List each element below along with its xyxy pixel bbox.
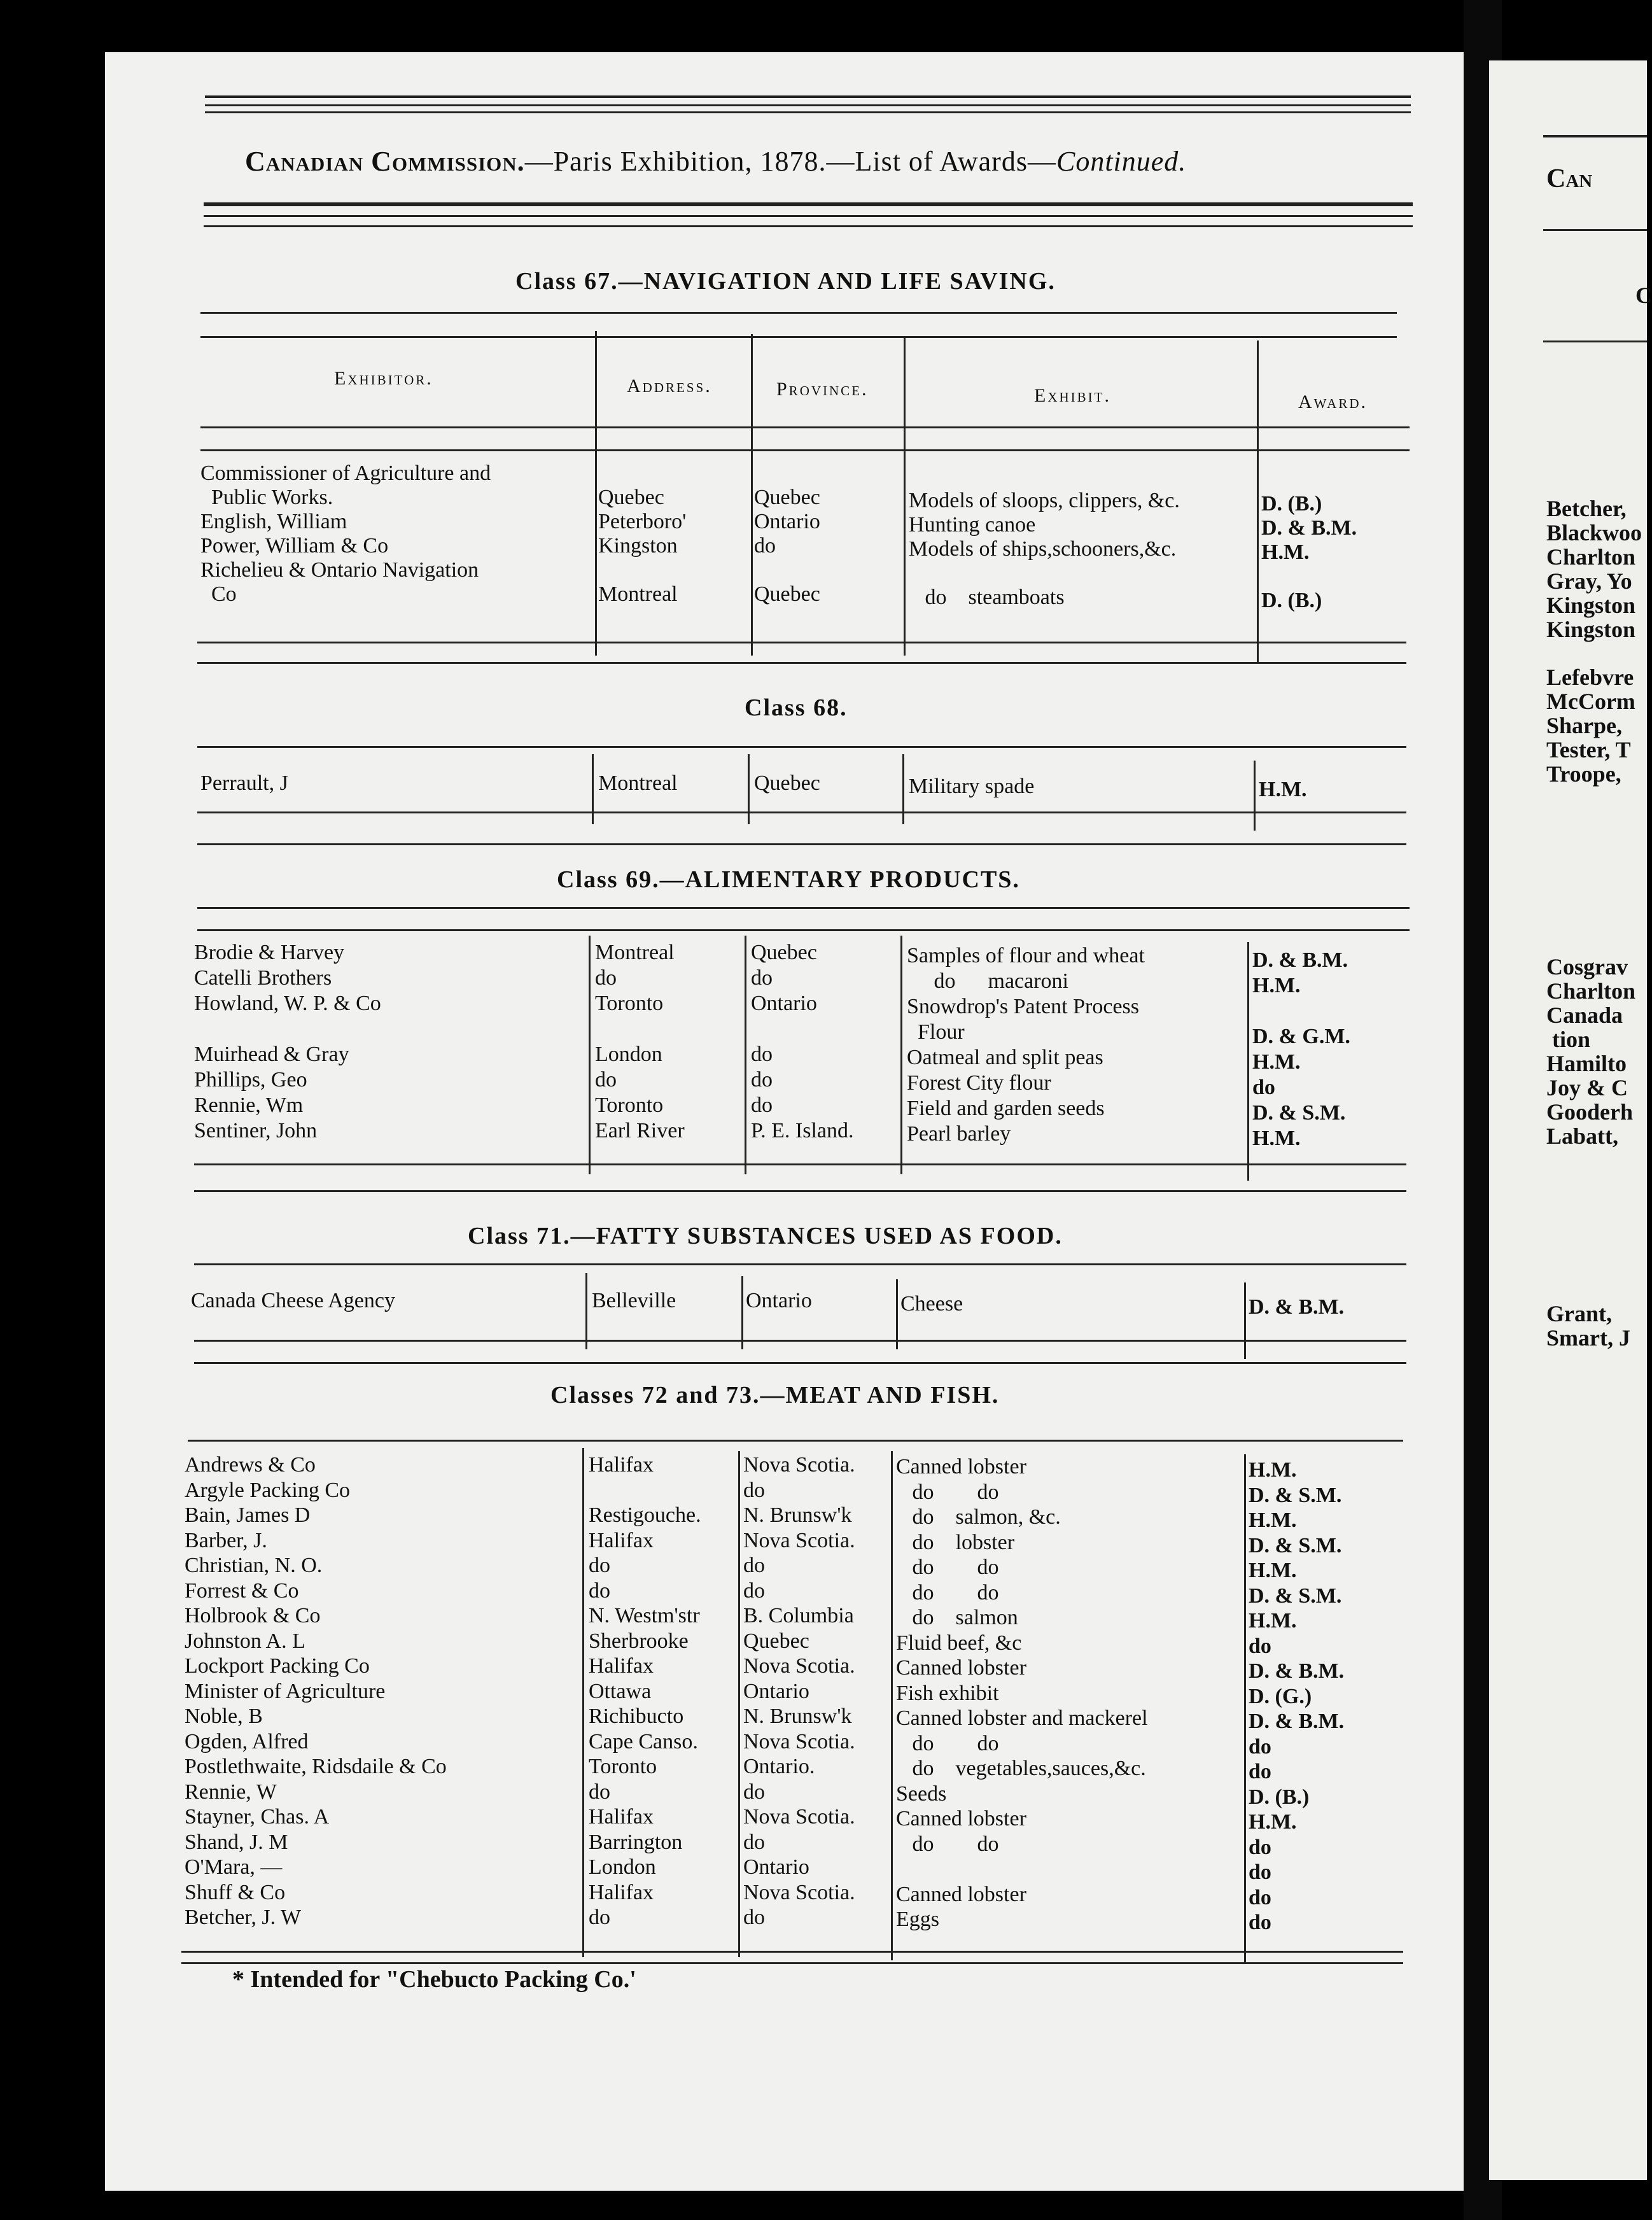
- cell-exhibitor: Canada Cheese Agency: [191, 1289, 395, 1312]
- next-page-item: Joy & C: [1546, 1075, 1628, 1100]
- header-dash-1: —: [524, 146, 554, 177]
- cell-award: D. & B.M.: [1249, 1659, 1345, 1683]
- c68-vline-2: [748, 754, 750, 824]
- cell-exhibitor: Brodie & Harvey: [194, 941, 345, 964]
- cell-exhibit: do macaroni: [907, 969, 1068, 993]
- cell-province: Nova Scotia.: [743, 1453, 855, 1477]
- cell-address: Richibucto: [589, 1704, 684, 1728]
- cell-exhibit: Canned lobster: [896, 1807, 1026, 1830]
- cell-award: H.M.: [1249, 1458, 1297, 1482]
- class-68-rule: [197, 746, 1406, 748]
- c71-vline-2: [741, 1276, 743, 1349]
- cell-province: Ontario: [743, 1679, 809, 1703]
- cell-exhibitor: Forrest & Co: [185, 1578, 299, 1603]
- cell-province: Nova Scotia.: [743, 1805, 855, 1829]
- cell-award: H.M.: [1249, 1508, 1297, 1532]
- cell-exhibitor: Postlethwaite, Ridsdaile & Co: [185, 1755, 447, 1778]
- next-page-item: Cosgrav: [1546, 954, 1628, 980]
- cell-address: Halifax: [589, 1528, 654, 1552]
- cell-exhibit: Cheese: [900, 1292, 963, 1316]
- cell-exhibit: do lobster: [896, 1530, 1015, 1554]
- cell-address: do: [589, 1578, 610, 1603]
- cell-exhibitor: Rennie, Wm: [194, 1093, 304, 1117]
- next-page-item: Blackwoo: [1546, 520, 1642, 545]
- cell-address: Earl River: [595, 1119, 685, 1142]
- next-page-item: Charlton: [1546, 544, 1636, 570]
- class-69-title: Class 69.—ALIMENTARY PRODUCTS.: [557, 866, 1020, 893]
- cell-address: Halifax: [589, 1805, 654, 1829]
- cell-exhibit: do do: [896, 1556, 999, 1579]
- cell-award: D. & S.M.: [1249, 1533, 1342, 1557]
- cell-exhibit: do vegetables,sauces,&c.: [896, 1757, 1146, 1780]
- cell-exhibitor: Barber, J.: [185, 1528, 267, 1552]
- cell-exhibitor: Holbrook & Co: [185, 1604, 321, 1627]
- cell-exhibitor: Betcher, J. W: [185, 1906, 302, 1929]
- cell-award: D. (B.): [1261, 492, 1322, 516]
- next-page-item: Troope,: [1546, 761, 1621, 787]
- cell-exhibitor: Bain, James D: [185, 1503, 311, 1527]
- page-header: [245, 145, 1486, 178]
- colheader-rule-b: [200, 449, 1410, 451]
- cell-award: H.M.: [1249, 1559, 1297, 1582]
- cell-award: H.M.: [1249, 1609, 1297, 1633]
- cell-province: do: [751, 1043, 773, 1066]
- c67-vline-4: [1257, 341, 1259, 662]
- cell-province: do: [743, 1906, 765, 1929]
- cell-exhibit: Snowdrop's Patent Process: [907, 995, 1140, 1018]
- class-72-rule: [188, 1440, 1403, 1442]
- header-rule-top: [205, 95, 1411, 98]
- c68-vline-4: [1254, 761, 1256, 831]
- cell-exhibitor: English, William: [200, 510, 347, 533]
- c69-vline-2: [745, 936, 746, 1174]
- c68-vline-1: [592, 754, 594, 824]
- cell-exhibit: Canned lobster: [896, 1455, 1026, 1479]
- header-continued: Continued.: [1056, 146, 1187, 177]
- cell-exhibit: Oatmeal and split peas: [907, 1046, 1103, 1069]
- next-page-rule: [1543, 135, 1647, 137]
- cell-exhibitor: Catelli Brothers: [194, 966, 332, 990]
- cell-province: Quebec: [754, 486, 820, 509]
- next-page-item: Gray, Yo: [1546, 568, 1632, 594]
- cell-exhibitor: Christian, N. O.: [185, 1554, 323, 1577]
- class-69-end-rule2: [194, 1190, 1406, 1192]
- cell-province: Ontario: [743, 1855, 809, 1879]
- cell-address: Toronto: [595, 992, 664, 1015]
- cell-province: do: [743, 1780, 765, 1804]
- class-67-end-rule: [197, 642, 1406, 643]
- header-rule-bottom: [204, 202, 1413, 206]
- header-dash-2: —: [826, 146, 855, 177]
- cell-exhibitor: Noble, B: [185, 1704, 263, 1728]
- cell-address: do: [595, 966, 617, 990]
- cell-exhibitor: Minister of Agriculture: [185, 1679, 386, 1703]
- cell-address: do: [589, 1554, 610, 1577]
- col-province-header: Province.: [776, 379, 869, 400]
- colheader-rule: [200, 426, 1410, 428]
- cell-award: D. (G.): [1249, 1684, 1312, 1708]
- header-dash-3: —: [1027, 146, 1056, 177]
- header-list: List of Awards: [855, 146, 1028, 177]
- c67-vline-1: [595, 331, 597, 656]
- next-page-item: Smart, J: [1546, 1325, 1630, 1351]
- cell-province: N. Brunsw'k: [743, 1704, 852, 1728]
- cell-province: do: [743, 1478, 765, 1502]
- next-page-item: Kingston: [1546, 617, 1636, 642]
- cell-exhibitor: Richelieu & Ontario Navigation: [200, 558, 479, 582]
- cell-award: do: [1249, 1760, 1271, 1783]
- cell-address: Montreal: [598, 582, 678, 606]
- cell-exhibitor: Sentiner, John: [194, 1119, 318, 1142]
- cell-award: D. (B.): [1249, 1785, 1310, 1809]
- cell-exhibitor: Lockport Packing Co: [185, 1654, 370, 1678]
- cell-exhibit: Canned lobster and mackerel: [896, 1706, 1148, 1730]
- cell-address: Ottawa: [589, 1679, 652, 1703]
- cell-award: do: [1249, 1835, 1271, 1859]
- cell-exhibit: Flour: [907, 1020, 965, 1044]
- cell-exhibitor: Stayner, Chas. A: [185, 1805, 330, 1829]
- cell-exhibitor: Howland, W. P. & Co: [194, 992, 381, 1015]
- next-page-item: Grant,: [1546, 1301, 1612, 1326]
- cell-address: London: [589, 1855, 656, 1879]
- next-page-item: Sharpe,: [1546, 713, 1623, 738]
- header-rule-bottom3: [204, 225, 1413, 227]
- cell-award: do: [1249, 1734, 1271, 1759]
- header-rule-bottom2: [204, 215, 1413, 217]
- cell-exhibit: Hunting canoe: [909, 513, 1036, 537]
- cell-award: do: [1249, 1911, 1271, 1934]
- col-address-header: Address.: [627, 376, 712, 397]
- cell-award: H.M.: [1259, 778, 1307, 801]
- next-page-rule-3: [1543, 341, 1647, 342]
- cell-exhibitor: O'Mara, —: [185, 1855, 283, 1879]
- cell-address: Halifax: [589, 1880, 654, 1904]
- c68-vline-3: [902, 754, 904, 824]
- cell-exhibitor: Commissioner of Agriculture and: [200, 461, 491, 485]
- cell-award: D. & B.M.: [1261, 516, 1357, 540]
- class-69-end-rule: [194, 1163, 1406, 1165]
- next-page-item: Canada: [1546, 1002, 1623, 1028]
- cell-exhibit: Eggs: [896, 1907, 939, 1931]
- class-71-end-rule: [194, 1340, 1406, 1342]
- cell-exhibit: do salmon, &c.: [896, 1505, 1061, 1529]
- next-page-rule-2: [1543, 229, 1647, 231]
- cell-exhibit: Pearl barley: [907, 1122, 1011, 1146]
- c71-vline-4: [1244, 1282, 1246, 1359]
- cell-award: do: [1252, 1076, 1275, 1099]
- cell-exhibit: do do: [896, 1731, 999, 1755]
- cell-exhibit: do do: [896, 1580, 999, 1605]
- next-page-item: Charlton: [1546, 978, 1636, 1004]
- cell-address: Quebec: [598, 486, 664, 509]
- class-67-end-rule2: [197, 662, 1406, 664]
- cell-award: D. & S.M.: [1249, 1483, 1342, 1507]
- cell-award: D. & B.M.: [1252, 948, 1348, 972]
- header-commission: Canadian Commission.: [245, 146, 525, 177]
- cell-province: do: [743, 1554, 765, 1577]
- cell-province: Quebec: [743, 1629, 809, 1653]
- cell-award: D. & G.M.: [1252, 1025, 1350, 1048]
- cell-province: do: [751, 1093, 773, 1117]
- class-68-end-rule2: [197, 843, 1406, 845]
- cell-exhibit: do steamboats: [909, 586, 1065, 609]
- cell-address: Toronto: [595, 1093, 664, 1117]
- cell-award: D. & B.M.: [1249, 1295, 1345, 1319]
- next-page-item: Labatt,: [1546, 1123, 1619, 1149]
- class-68-title: Class 68.: [745, 694, 848, 721]
- c69-vline-1: [589, 936, 591, 1174]
- c72-vline-1: [582, 1448, 584, 1957]
- cell-exhibitor: Power, William & Co: [200, 534, 389, 558]
- cell-province: Ontario: [751, 992, 817, 1015]
- cell-province: Nova Scotia.: [743, 1528, 855, 1552]
- cell-exhibit: Models of ships,schooners,&c.: [909, 537, 1177, 561]
- class-71-title: Class 71.—FATTY SUBSTANCES USED AS FOOD.: [468, 1223, 1063, 1249]
- cell-exhibit: Models of sloops, clippers, &c.: [909, 489, 1180, 512]
- cell-address: Belleville: [592, 1289, 676, 1312]
- c71-vline-1: [585, 1273, 587, 1349]
- cell-exhibit: Military spade: [909, 775, 1035, 798]
- cell-award: do: [1249, 1634, 1271, 1658]
- c72-vline-3: [891, 1451, 893, 1960]
- cell-award: D. & B.M.: [1249, 1710, 1345, 1733]
- cell-exhibitor: Argyle Packing Co: [185, 1478, 351, 1502]
- cell-address: Sherbrooke: [589, 1629, 689, 1653]
- cell-province: Quebec: [754, 771, 820, 795]
- next-page-item: Kingston: [1546, 593, 1636, 618]
- footnote: * Intended for "Chebucto Packing Co.': [232, 1966, 636, 1993]
- cell-address: Montreal: [595, 941, 675, 964]
- cell-address: do: [595, 1068, 617, 1092]
- cell-province: do: [743, 1578, 765, 1603]
- cell-province: do: [743, 1830, 765, 1854]
- class-71-rule: [194, 1263, 1406, 1265]
- cell-address: Restigouche.: [589, 1503, 701, 1527]
- cell-province: N. Brunsw'k: [743, 1503, 852, 1527]
- cell-exhibitor: Rennie, W: [185, 1780, 277, 1804]
- cell-province: Quebec: [754, 582, 820, 606]
- cell-award: D. & S.M.: [1252, 1101, 1346, 1125]
- col-award-header: Award.: [1298, 391, 1368, 412]
- cell-award: do: [1249, 1860, 1271, 1884]
- cell-province: Nova Scotia.: [743, 1880, 855, 1904]
- cell-province: do: [754, 534, 776, 558]
- cell-exhibitor: Perrault, J: [200, 771, 288, 795]
- c72-vline-4: [1244, 1454, 1246, 1964]
- c71-vline-3: [896, 1279, 898, 1349]
- class-71-end-rule2: [194, 1362, 1406, 1364]
- header-rule-top2: [205, 104, 1411, 106]
- class-72-end-rule: [181, 1951, 1403, 1953]
- class-68-end-rule: [197, 811, 1406, 813]
- cell-exhibit: do salmon: [896, 1606, 1018, 1629]
- cell-exhibit: do do: [896, 1832, 999, 1856]
- cell-exhibitor: Phillips, Geo: [194, 1068, 307, 1092]
- cell-award: H.M.: [1252, 974, 1301, 997]
- cell-exhibit: Field and garden seeds: [907, 1097, 1105, 1120]
- cell-exhibitor: Ogden, Alfred: [185, 1729, 309, 1753]
- cell-province: do: [751, 966, 773, 990]
- cell-province: Nova Scotia.: [743, 1654, 855, 1678]
- cell-province: Nova Scotia.: [743, 1729, 855, 1753]
- next-page-item: Gooderh: [1546, 1099, 1634, 1125]
- cell-exhibit: Fish exhibit: [896, 1681, 999, 1705]
- class-72-end-rule2: [181, 1962, 1403, 1964]
- cell-award: H.M.: [1252, 1127, 1301, 1150]
- cell-address: Barrington: [589, 1830, 683, 1854]
- cell-province: Ontario: [754, 510, 820, 533]
- next-page-item: Tester, T: [1546, 737, 1631, 762]
- cell-exhibit: Canned lobster: [896, 1656, 1026, 1680]
- cell-award: D. & S.M.: [1249, 1584, 1342, 1608]
- cell-province: Ontario: [746, 1289, 812, 1312]
- cell-address: Toronto: [589, 1755, 657, 1778]
- cell-exhibitor: Public Works.: [200, 486, 333, 509]
- c67-vline-2: [751, 334, 753, 656]
- cell-province: do: [751, 1068, 773, 1092]
- cell-award: D. (B.): [1261, 589, 1322, 612]
- class-72-title: Classes 72 and 73.—MEAT AND FISH.: [550, 1382, 1000, 1409]
- cell-province: Quebec: [751, 941, 817, 964]
- next-page-item: Hamilto: [1546, 1051, 1627, 1076]
- c69-vline-4: [1247, 942, 1249, 1181]
- header-exhibition: Paris Exhibition, 1878.: [553, 146, 827, 177]
- next-page-item: Lefebvre: [1546, 664, 1634, 690]
- cell-exhibitor: Muirhead & Gray: [194, 1043, 349, 1066]
- class-67-rule: [200, 312, 1397, 314]
- c69-vline-3: [900, 936, 902, 1174]
- cell-exhibit: Samples of flour and wheat: [907, 944, 1145, 967]
- cell-award: H.M.: [1261, 540, 1310, 564]
- class-69-rule2: [197, 929, 1410, 931]
- cell-exhibitor: Shand, J. M: [185, 1830, 288, 1854]
- cell-province: P. E. Island.: [751, 1119, 854, 1142]
- cell-exhibitor: Shuff & Co: [185, 1880, 286, 1904]
- class-67-title: Class 67.—NAVIGATION AND LIFE SAVING.: [515, 268, 1056, 295]
- cell-exhibit: do do: [896, 1480, 999, 1504]
- cell-exhibit: Forest City flour: [907, 1071, 1051, 1095]
- cell-award: do: [1249, 1885, 1271, 1909]
- cell-award: H.M.: [1252, 1050, 1301, 1074]
- col-exhibitor-header: Exhibitor.: [334, 368, 433, 389]
- cell-exhibit: Fluid beef, &c: [896, 1631, 1022, 1655]
- col-exhibit-header: Exhibit.: [1034, 385, 1111, 406]
- cell-province: Ontario.: [743, 1755, 815, 1778]
- cell-address: do: [589, 1906, 610, 1929]
- next-page-item: Betcher,: [1546, 496, 1627, 521]
- cell-address: Kingston: [598, 534, 678, 558]
- cell-award: H.M.: [1249, 1810, 1297, 1834]
- class-67-rule2: [200, 336, 1397, 338]
- c67-vline-3: [904, 337, 906, 656]
- cell-address: Halifax: [589, 1453, 654, 1477]
- next-page-item: tion: [1546, 1027, 1591, 1052]
- cell-address: Peterboro': [598, 510, 687, 533]
- cell-address: N. Westm'str: [589, 1604, 700, 1627]
- class-69-rule: [197, 907, 1410, 909]
- cell-exhibitor: Johnston A. L: [185, 1629, 305, 1653]
- cell-address: Cape Canso.: [589, 1729, 698, 1753]
- cell-address: Halifax: [589, 1654, 654, 1678]
- cell-province: B. Columbia: [743, 1604, 854, 1627]
- cell-address: do: [589, 1780, 610, 1804]
- next-page-header: Can: [1546, 164, 1593, 193]
- cell-exhibitor: Andrews & Co: [185, 1453, 316, 1477]
- header-rule-top3: [205, 111, 1411, 113]
- next-page-item: McCorm: [1546, 689, 1635, 714]
- cell-exhibit: Canned lobster: [896, 1882, 1026, 1906]
- cell-exhibit: Seeds: [896, 1781, 947, 1806]
- c72-vline-2: [738, 1451, 740, 1957]
- cell-exhibitor: Co: [200, 582, 237, 606]
- next-page-class-fragment: C: [1635, 283, 1652, 308]
- cell-address: Montreal: [598, 771, 678, 795]
- cell-address: London: [595, 1043, 662, 1066]
